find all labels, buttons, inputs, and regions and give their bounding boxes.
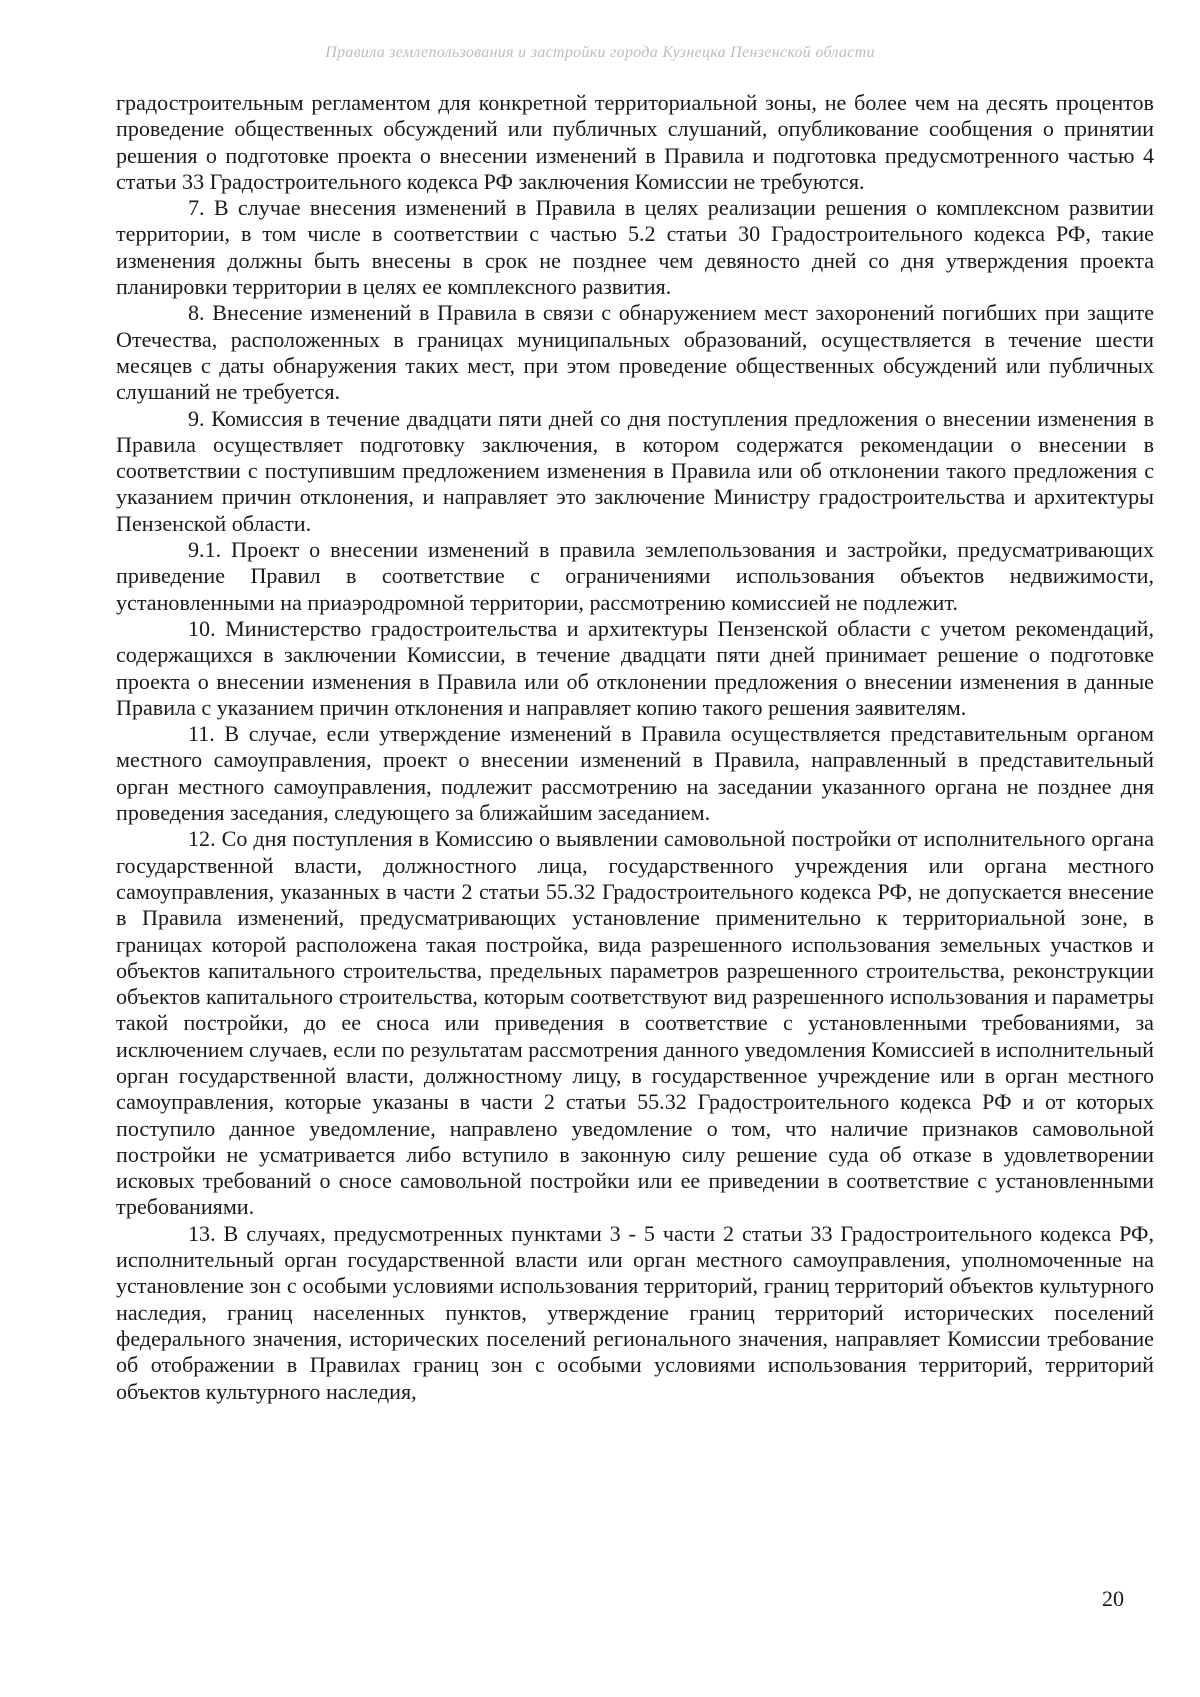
running-header: Правила землепользования и застройки города Кузнецка Пензенской области xyxy=(325,44,875,61)
paragraph-item-11: 11. В случае, если утверждение изменений в Правила осуществляется представительным органом местного самоуправления, проект о внесении изменений в Правила, направленный в представительный орган местного самоуправления, подлежит рассмотрению на заседании указанного органа не позднее дня проведения заседания, следующего за ближайшим заседанием. xyxy=(116,721,1154,826)
paragraph-item-7: 7. В случае внесения изменений в Правила в целях реализации решения о комплексном развитии территории, в том числе в соответствии с частью 5.2 статьи 30 Градостроительного кодекса РФ, такие изменения должны быть внесены в срок не позднее чем девяносто дней со дня утверждения проекта планировки территории в целях ее комплексного развития. xyxy=(116,195,1154,300)
body-text xyxy=(116,90,1154,1405)
paragraph-item-9-1: 9.1. Проект о внесении изменений в правила землепользования и застройки, предусматривающих приведение Правил в соответствие с ограничениями использования объектов недвижимости, установленными на приаэродромной территории, рассмотрению комиссией не подлежит. xyxy=(116,537,1154,615)
paragraph-continuation: градостроительным регламентом для конкретной территориальной зоны, не более чем на десять процентов проведение общественных обсуждений или публичных слушаний, опубликование сообщения о принятии решения о подготовке проекта о внесении изменений в Правила и подготовка предусмотренного частью 4 статьи 33 Градостроительного кодекса РФ заключения Комиссии не требуются. xyxy=(116,90,1154,194)
paragraph-item-13: 13. В случаях, предусмотренных пунктами 3 - 5 части 2 статьи 33 Градостроительного кодекса РФ, исполнительный орган государственной власти или орган местного самоуправления, уполномоченные на установление зон с особыми условиями использования территорий, границ территорий объектов культурного наследия, границ населенных пунктов, утверждение границ территорий исторических поселений федерального значения, исторических поселений регионального значения, направляет Комиссии требование об отображении в Правилах границ зон с особыми условиями использования территорий, территорий объектов культурного наследия, xyxy=(116,1220,1154,1404)
paragraph-item-10: 10. Министерство градостроительства и архитектуры Пензенской области с учетом рекомендаций, содержащихся в заключении Комиссии, в течение двадцати пяти дней принимает решение о подготовке проекта о внесении изменения в Правила или об отклонении предложения о внесении изменения в данные Правила с указанием причин отклонения и направляет копию такого решения заявителям. xyxy=(116,615,1154,720)
paragraph-item-9: 9. Комиссия в течение двадцати пяти дней со дня поступления предложения о внесении изменения в Правила осуществляет подготовку заключения, в котором содержатся рекомендации о внесении в соответствии с поступившим предложением изменения в Правила или об отклонении такого предложения с указанием причин отклонения, и направляет это заключение Министру градостроительства и архитектуры Пензенской области. xyxy=(116,405,1154,536)
paragraph-item-12: 12. Со дня поступления в Комиссию о выявлении самовольной постройки от исполнительного органа государственной власти, должностного лица, государственного учреждения или органа местного самоуправления, указанных в части 2 статьи 55.32 Градостроительного кодекса РФ, не допускается внесение в Правила изменений, предусматривающих установление применительно к территориальной зоне, в границах которой расположена такая постройка, вида разрешенного использования земельных участков и объектов капитального строительства, предельных параметров разрешенного строительства, реконструкции объектов капитального строительства, которым соответствуют вид разрешенного использования и параметры такой постройки, до ее сноса или приведения в соответствие с установленными требованиями, за исключением случаев, если по результатам рассмотрения данного уведомления Комиссией в исполнительный орган государственной власти, должностному лицу, в государственное учреждение или в орган местного самоуправления, которые указаны в части 2 статьи 55.32 Градостроительного кодекса РФ и от которых поступило данное уведомление, направлено уведомление о том, что наличие признаков самовольной постройки не усматривается либо вступило в законную силу решение суда об отказе в удовлетворении исковых требований о сносе самовольной постройки или ее приведении в соответствие с установленными требованиями. xyxy=(116,826,1154,1220)
paragraph-item-8: 8. Внесение изменений в Правила в связи с обнаружением мест захоронений погибших при защите Отечества, расположенных в границах муниципальных образований, осуществляется в течение шести месяцев с даты обнаружения таких мест, при этом проведение общественных обсуждений или публичных слушаний не требуется. xyxy=(116,300,1154,405)
page-number: 20 xyxy=(1102,1586,1124,1611)
